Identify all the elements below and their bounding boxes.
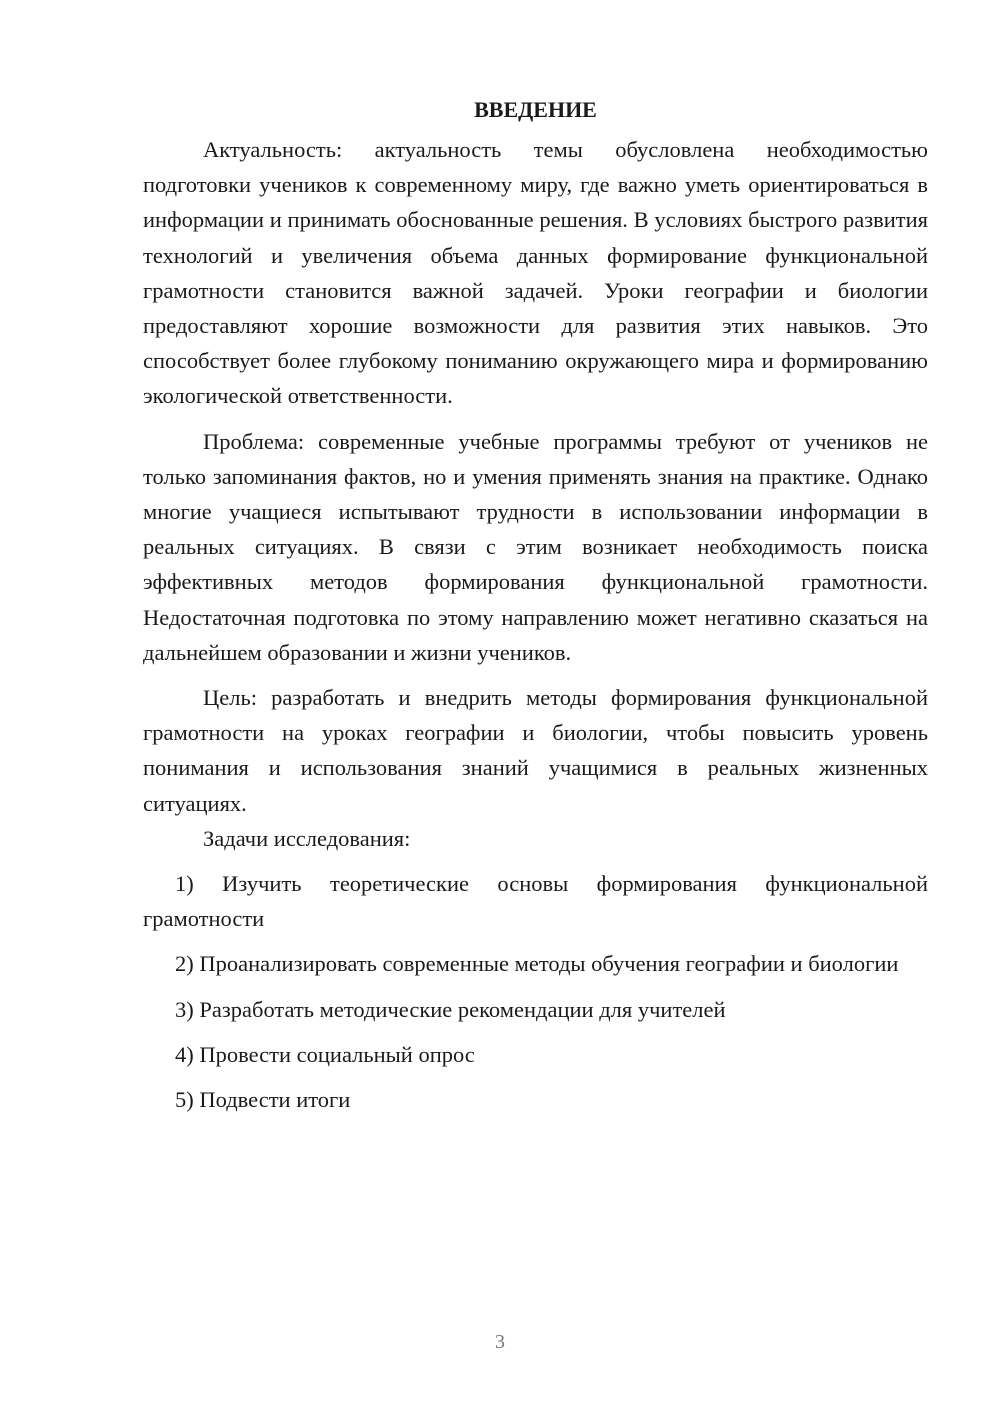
- document-page: [143, 90, 928, 1117]
- paragraph-relevance: Актуальность: актуальность темы обусловлена необходимостью подготовки учеников к современному миру, где важно уметь ориентироваться в информации и принимать обоснованные решения. В условиях быстрого развития технологий и увеличения объема данных формирование функциональной грамотности становится важной задачей. Уроки географии и биологии предоставляют хорошие возможности для развития этих навыков. Это способствует более глубокому пониманию окружающего мира и формированию экологической ответственности.: [143, 137, 928, 409]
- tasks-heading: Задачи исследования:: [203, 825, 411, 851]
- task-item-1: 1) Изучить теоретические основы формирования функциональной грамотности: [143, 871, 928, 932]
- page-number: 3: [495, 1331, 505, 1353]
- task-item-3: 3) Разработать методические рекомендации для учителей: [175, 996, 726, 1022]
- paragraph-problem: Проблема: современные учебные программы требуют от учеников не только запоминания фактов, но и умения применять знания на практике. Однако многие учащиеся испытывают трудности в использовании информации в реальных ситуациях. В связи с этим возникает необходимость поиска эффективных методов формирования функциональной грамотности. Недостаточная подготовка по этому направлению может негативно сказаться на дальнейшем образовании и жизни учеников.: [143, 428, 928, 665]
- task-item-4: 4) Провести социальный опрос: [175, 1041, 475, 1067]
- task-item-2: 2) Проанализировать современные методы обучения географии и биологии: [175, 951, 899, 977]
- section-heading: ВВЕДЕНИЕ: [474, 97, 597, 122]
- task-item-5: 5) Подвести итоги: [175, 1087, 351, 1113]
- paragraph-goal: Цель: разработать и внедрить методы формирования функциональной грамотности на уроках географии и биологии, чтобы повысить уровень понимания и использования знаний учащимися в реальных жизненных ситуациях.: [143, 685, 928, 816]
